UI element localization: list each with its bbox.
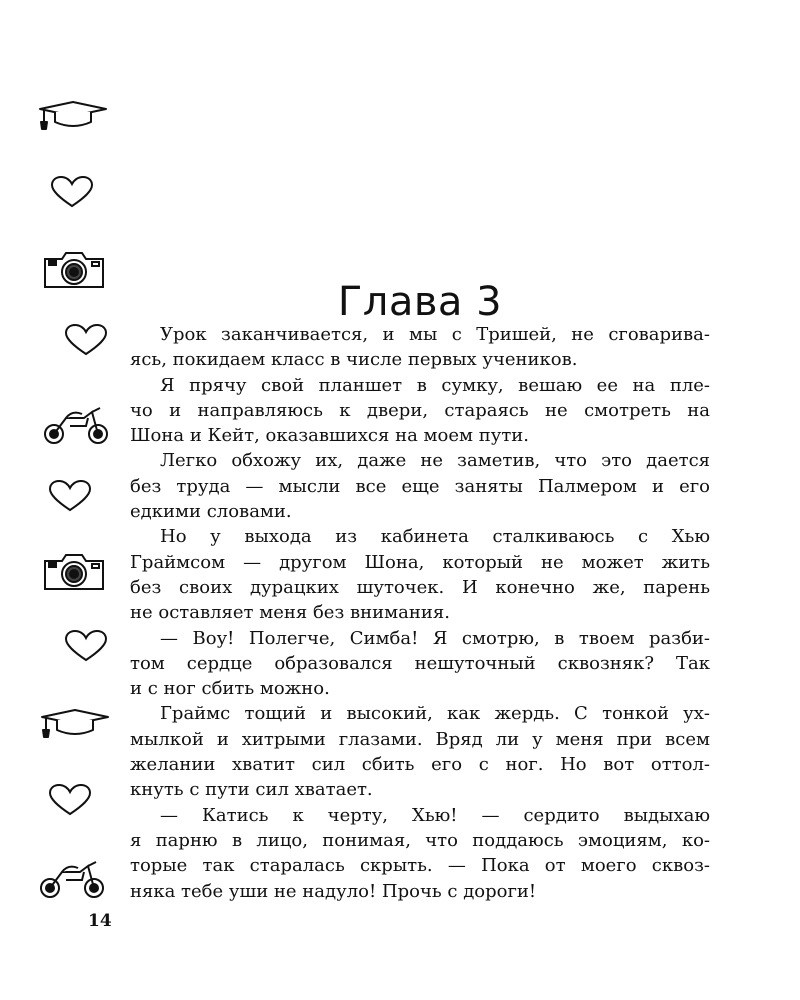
graduation-cap-icon <box>40 708 110 740</box>
text-line: чо и направляюсь к двери, стараясь не смотреть на <box>130 399 710 421</box>
text-line: и с ног сбить можно. <box>130 678 330 700</box>
graduation-cap-icon <box>38 100 108 132</box>
text-line: ясь, покидаем класс в числе первых учеников. <box>130 349 578 371</box>
text-line: без своих дурацких шуточек. И конечно же, парень <box>130 576 710 598</box>
heart-icon <box>64 630 108 662</box>
margin-decorations <box>0 0 120 1000</box>
text-line: не оставляет меня без внимания. <box>130 602 450 624</box>
text-line: том сердце образовался нешуточный сквозняк? Так <box>130 652 710 674</box>
text-line: Урок заканчивается, и мы с Тришей, не сговарива- <box>160 324 710 345</box>
heart-icon <box>48 784 92 816</box>
text-line: — Воу! Полегче, Симба! Я смотрю, в твоем разби- <box>160 627 710 649</box>
body-text <box>130 322 710 904</box>
page-number: 14 <box>88 911 112 931</box>
camera-icon <box>42 552 106 592</box>
text-line: Граймсом — другом Шона, который не может жить <box>130 551 710 573</box>
heart-icon <box>64 324 108 356</box>
text-line: Граймс тощий и высокий, как жердь. С тонкой ух- <box>160 703 710 725</box>
text-line: Легко обхожу их, даже не заметив, что это дается <box>160 450 710 472</box>
text-line: едкими словами. <box>130 501 292 523</box>
text-line: торые так старалась скрыть. — Пока от моего сквоз- <box>130 855 710 877</box>
text-line: Но у выхода из кабинета сталкиваюсь с Хью <box>160 526 710 548</box>
chapter-title: Глава 3 <box>337 278 503 325</box>
text-line: мылкой и хитрыми глазами. Вряд ли у меня при всем <box>130 728 710 750</box>
motorcycle-icon <box>42 402 110 446</box>
text-line: желании хватит сил сбить его с ног. Но вот оттол- <box>130 754 710 776</box>
text-line: кнуть с пути сил хватает. <box>130 779 373 801</box>
text-line: Я прячу свой планшет в сумку, вешаю ее на пле- <box>160 374 710 396</box>
text-line: няка тебе уши не надуло! Прочь с дороги! <box>130 880 537 902</box>
heart-icon <box>48 480 92 512</box>
motorcycle-icon <box>38 856 106 900</box>
camera-icon <box>42 250 106 290</box>
text-line: — Катись к черту, Хью! — сердито выдыхаю <box>160 804 710 826</box>
text-line: я парню в лицо, понимая, что поддаюсь эмоциям, ко- <box>130 829 710 851</box>
heart-icon <box>50 176 94 208</box>
text-line: Шона и Кейт, оказавшихся на моем пути. <box>130 425 529 447</box>
text-line: без труда — мысли все еще заняты Палмером и его <box>130 475 710 497</box>
